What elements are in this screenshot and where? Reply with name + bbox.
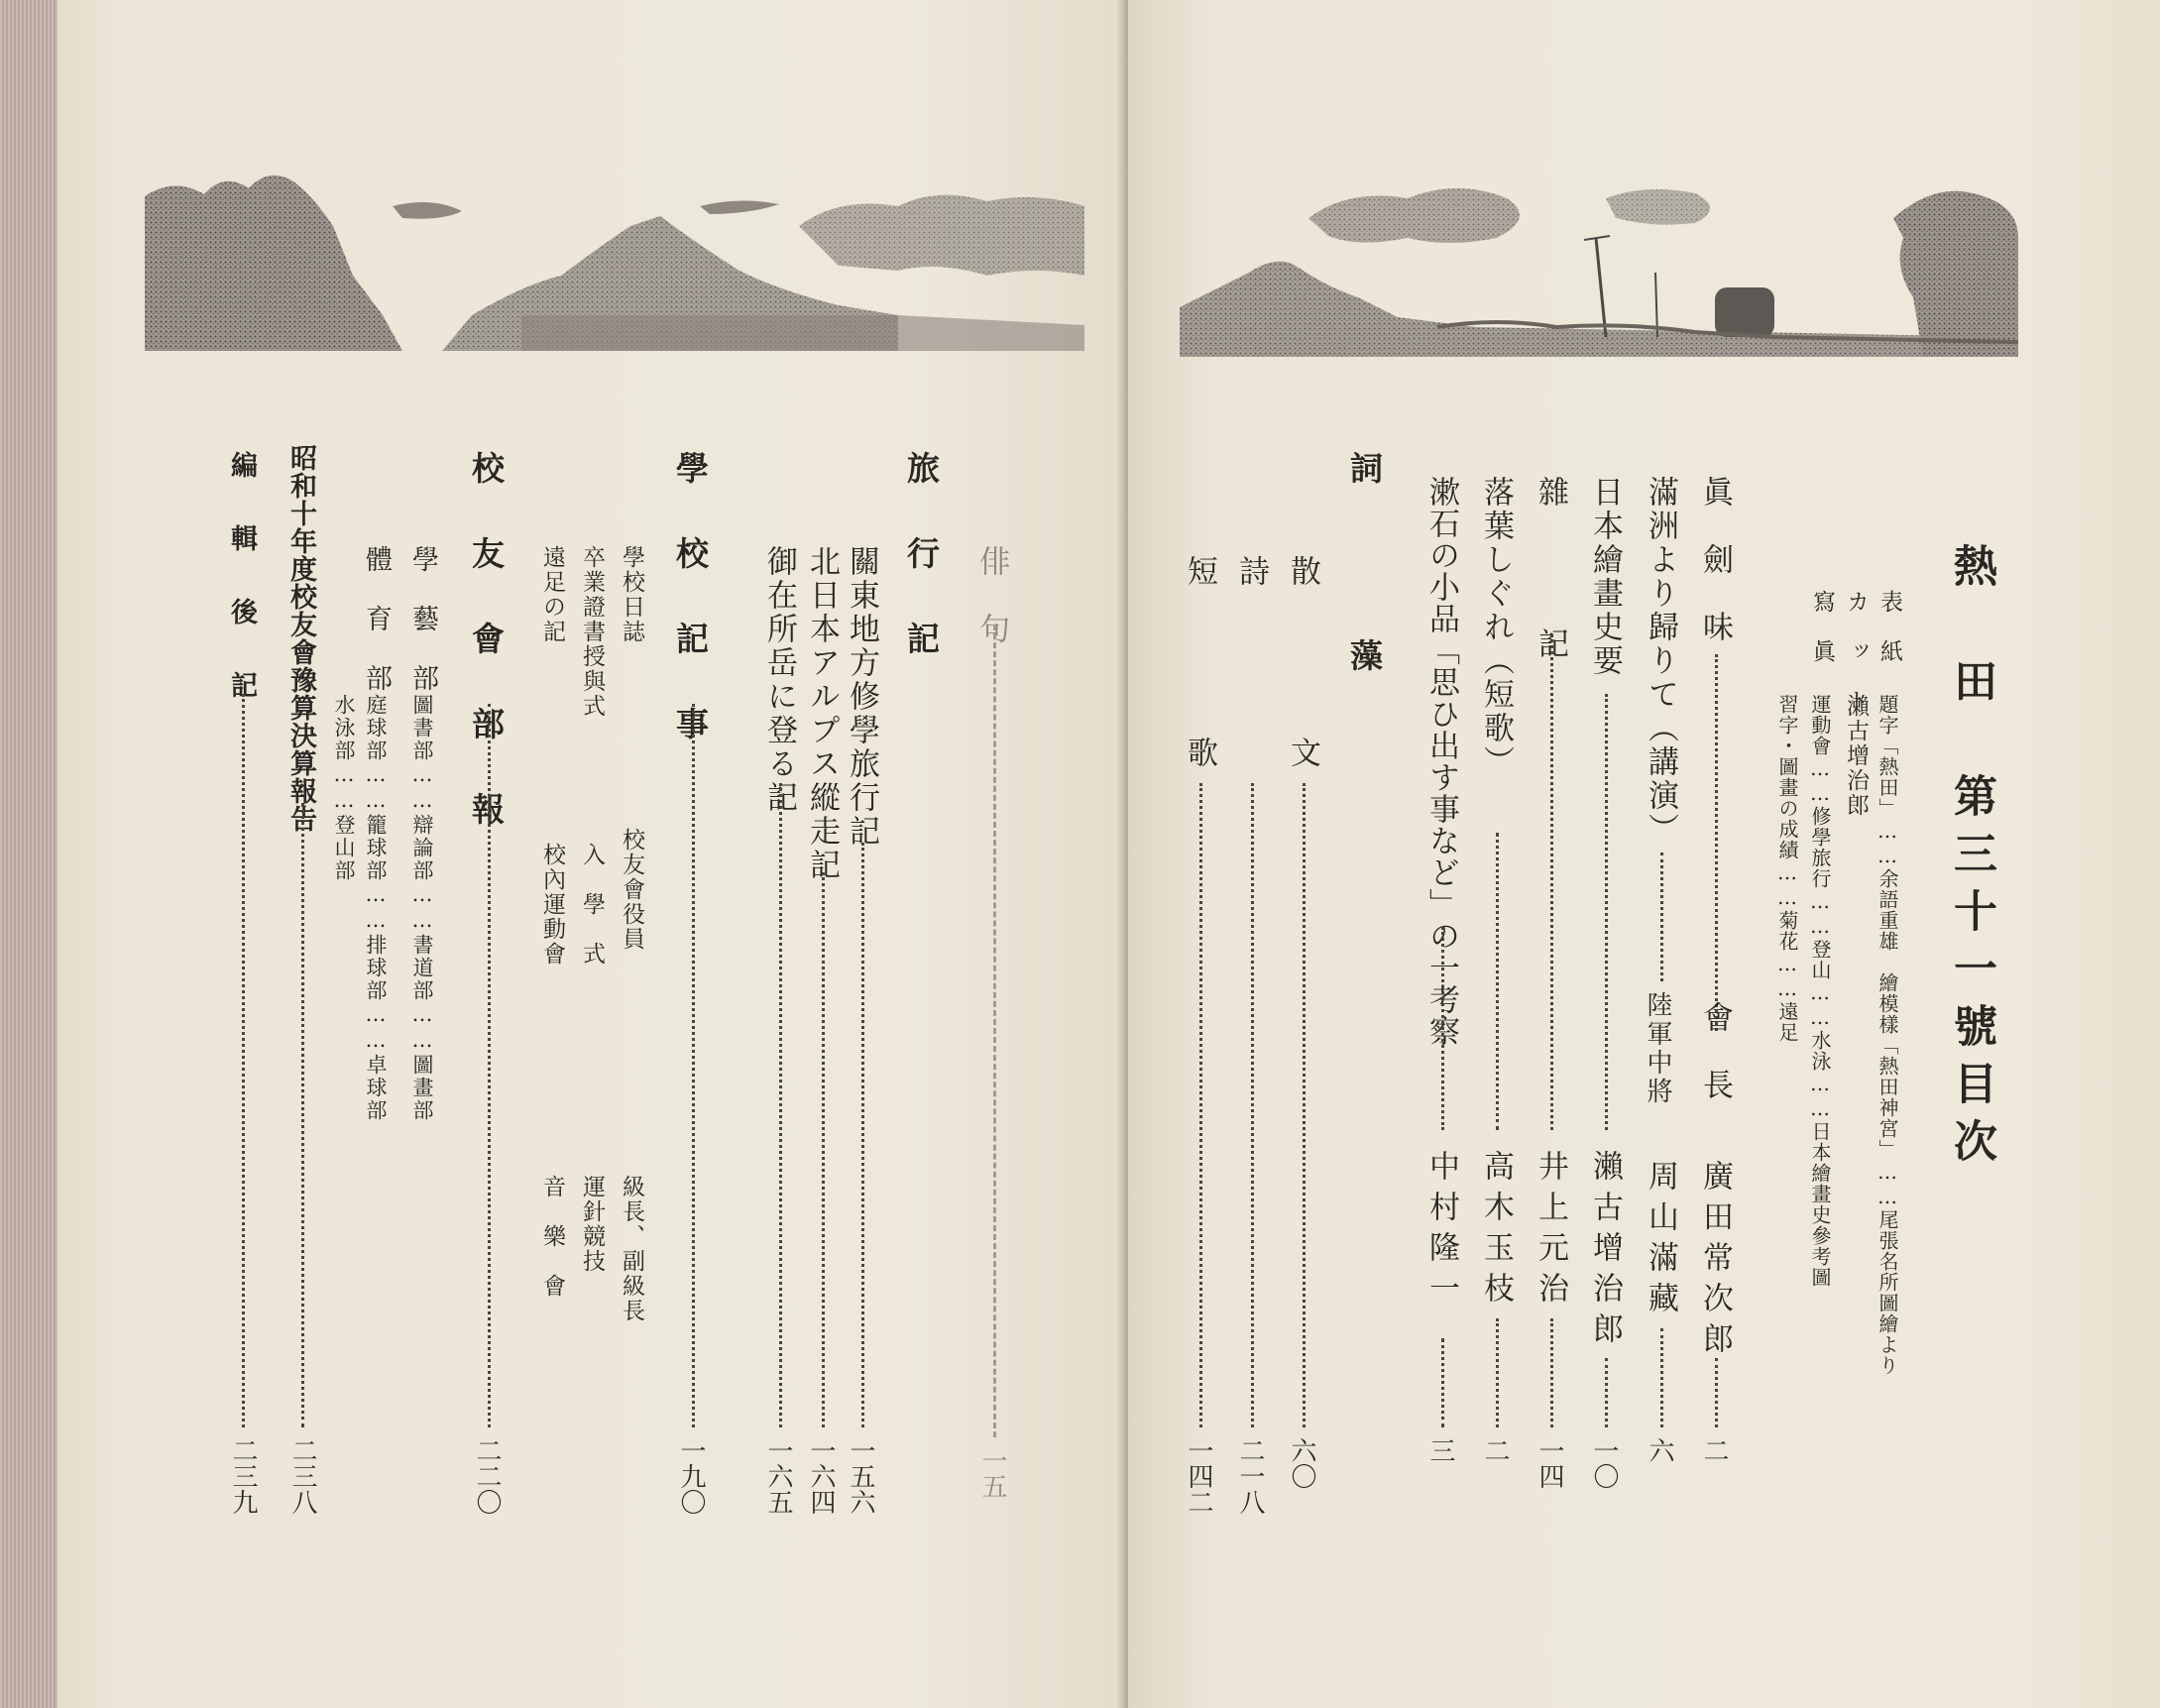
- entry-6-leader-2: [1441, 1338, 1444, 1427]
- club-heading: 校 友 會 部 報: [467, 451, 506, 835]
- school-leader: [692, 704, 695, 1427]
- shiso-prose-leader: [1303, 783, 1306, 1427]
- finance-page: 二三八: [287, 1437, 317, 1515]
- entry-6-title: 漱石の小品「思ひ出す事など」の一考察: [1423, 476, 1459, 1047]
- left-page: [57, 0, 1128, 1708]
- entry-6-leader: [1441, 927, 1444, 1130]
- shiso-prose-page: 六〇: [1287, 1437, 1316, 1489]
- school-row3-b: 校內運動會: [539, 843, 565, 967]
- entry-3-author: 瀨古增治郎: [1587, 1150, 1623, 1353]
- afterword: 編 輯 後 記: [226, 451, 257, 708]
- cut-text: 瀨古增治郎: [1843, 694, 1869, 818]
- travel-item-1-page: 一五六: [846, 1437, 875, 1515]
- entry-1-role: 會 長: [1697, 1001, 1733, 1102]
- issue-title: 熱 田 第三十一號目次: [1946, 543, 1996, 1176]
- afterword-leader: [242, 694, 245, 1427]
- club-leader: [488, 704, 491, 1427]
- entry-6-page: 三: [1425, 1437, 1455, 1463]
- shiso-heading: 詞 藻: [1345, 451, 1384, 701]
- finance-report: 昭和十年度校友會豫算決算報告: [285, 444, 316, 833]
- photo-text-2: 習字・圖畫の成績……菊花……遠足: [1775, 694, 1799, 1043]
- travel-item-2-page: 一六四: [806, 1437, 836, 1515]
- entry-5-leader-2: [1496, 1318, 1499, 1427]
- taiiku-subs1: 庭球部……籠球部……排球部……卓球部: [364, 694, 388, 1122]
- entry-4-leader-2: [1550, 1318, 1553, 1427]
- entry-3-leader-2: [1605, 1358, 1608, 1427]
- photo-label: 寫 眞: [1809, 590, 1835, 664]
- entry-1-page: 二: [1699, 1437, 1729, 1463]
- shiso-poetry: 詩: [1233, 555, 1269, 589]
- entry-5-page: 二: [1480, 1437, 1510, 1463]
- travel-item-1: 關東地方修學旅行記: [844, 545, 879, 849]
- cover-label: 表 紙: [1876, 590, 1902, 664]
- entry-2-title: 滿洲より歸りて（講演）: [1643, 476, 1678, 847]
- finance-leader: [301, 803, 304, 1427]
- travel-item-2: 北日本アルプス縱走記: [804, 545, 840, 882]
- school-row3-a: 遠足の記: [539, 545, 565, 644]
- travel-item-1-leader: [861, 843, 864, 1427]
- school-row3-c: 音 樂 會: [539, 1175, 565, 1299]
- page-edges: [0, 0, 59, 1708]
- travel-item-3-page: 一六五: [763, 1437, 793, 1515]
- entry-3-title: 日本繪畫史要: [1587, 476, 1623, 678]
- entry-4-page: 一四: [1535, 1437, 1564, 1489]
- entry-4-title: 雜 記: [1533, 476, 1568, 678]
- shiso-tanka-page: 一四二: [1184, 1437, 1213, 1515]
- shiso-tanka: 短 歌: [1182, 555, 1217, 797]
- school-row2-b: 入 學 式: [579, 843, 605, 967]
- shiso-prose: 散 文: [1285, 555, 1320, 797]
- right-page: [1128, 0, 2160, 1708]
- school-page: 一九〇: [676, 1437, 706, 1515]
- school-row1-c: 級長、副級長: [619, 1175, 644, 1323]
- gakugei-label: 學 藝 部: [407, 545, 438, 694]
- afterword-page: 二三九: [228, 1437, 258, 1515]
- landscape-illustration-right: [1180, 178, 2018, 357]
- school-row1-a: 學校日誌: [619, 545, 644, 644]
- school-row1-b: 校友會役員: [619, 828, 644, 952]
- entry-2-role: 陸軍中將: [1643, 991, 1672, 1106]
- entry-2-page: 六: [1645, 1437, 1674, 1463]
- taiiku-subs2: 水泳部……登山部: [332, 694, 356, 882]
- entry-2-leader-2: [1660, 1328, 1663, 1427]
- travel-item-2-leader: [822, 872, 825, 1427]
- entry-5-leader: [1496, 833, 1499, 1130]
- entry-2-leader: [1660, 853, 1663, 981]
- gakugei-subs: 圖書部……辯論部……書道部……圖畫部: [410, 694, 434, 1122]
- taiiku-label: 體 育 部: [361, 545, 392, 694]
- travel-heading: 旅 行 記: [902, 451, 941, 664]
- school-heading: 學 校 記 事: [671, 451, 710, 749]
- photo-text-1: 運動會……修學旅行……登山……水泳……日本繪畫史參考圖: [1808, 694, 1832, 1288]
- landscape-illustration-left: [145, 167, 1084, 351]
- cover-text: 題字「熱田」……余語重雄 繪模樣「熱田神宮」……尾張名所圖繪より: [1876, 694, 1899, 1376]
- shiso-tanka-leader: [1199, 783, 1202, 1427]
- entry-4-leader: [1550, 634, 1553, 1130]
- haiku-page: 一五: [977, 1447, 1007, 1499]
- travel-item-3: 御在所岳に登る記: [761, 545, 797, 815]
- entry-1-leader-2: [1715, 1358, 1718, 1427]
- club-page: 二二〇: [472, 1437, 502, 1515]
- entry-1-title: 眞 劍 味: [1697, 476, 1733, 644]
- entry-3-page: 一〇: [1589, 1437, 1619, 1489]
- entry-4-author: 井上元治: [1533, 1150, 1568, 1312]
- shiso-poetry-page: 二一八: [1235, 1437, 1265, 1515]
- entry-5-title: 落葉しぐれ（短歌）: [1478, 476, 1514, 779]
- entry-5-author: 高木玉枝: [1478, 1150, 1514, 1312]
- entry-6-author: 中村隆一: [1423, 1150, 1459, 1312]
- school-row2-c: 運針競技: [579, 1175, 605, 1274]
- travel-item-3-leader: [779, 783, 782, 1427]
- school-row2-a: 卒業證書授與式: [579, 545, 605, 719]
- shiso-poetry-leader: [1251, 783, 1254, 1427]
- entry-3-leader: [1605, 694, 1608, 1130]
- haiku-title: 俳 句: [973, 545, 1009, 646]
- entry-2-author: 周山滿藏: [1643, 1160, 1678, 1322]
- cut-label: カ ッ ト: [1843, 590, 1869, 714]
- entry-1-author: 廣田常次郎: [1697, 1160, 1733, 1363]
- entry-1-leader: [1715, 654, 1718, 1031]
- haiku-leader: [993, 625, 996, 1437]
